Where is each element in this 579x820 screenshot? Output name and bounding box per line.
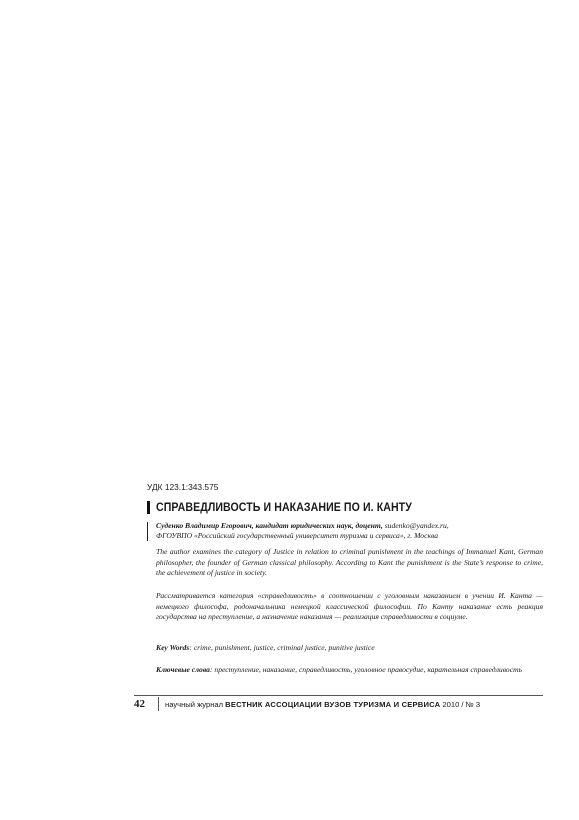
title-marker-bar xyxy=(147,501,150,514)
journal-prefix: научный журнал xyxy=(165,699,226,709)
author-affiliation: ФГОУВПО «Российский государственный университет туризма и сервиса», г. Москва xyxy=(156,531,439,540)
abstract-russian: Рассматривается категория «справедливость» в соотношении с уголовным наказанием в учении И. Канта — немецкого философа, родоначальника немецкой классической философии. По Канту наказание есть реакция государства на преступление, а назначение наказания — реализация справедливости в социуме. xyxy=(156,591,543,621)
page-number: 42 xyxy=(134,698,145,710)
article-title-block xyxy=(147,500,453,514)
journal-issue: 2010 / № 3 xyxy=(440,699,481,709)
abstract-english: The author examines the category of Justice in relation to criminal punishment in the teachings of Immanuel Kant, German philosopher, the founder of German classical philosophy. According to Kant the punishment is the State’s response to crime, the achievement of justice in society. xyxy=(156,547,543,577)
author-info xyxy=(156,521,449,541)
keywords-english-label: Key Words xyxy=(156,643,190,652)
author-block xyxy=(147,521,547,541)
journal-name: ВЕСТНИК АССОЦИАЦИИ ВУЗОВ ТУРИЗМА И СЕРВИСА xyxy=(225,699,441,709)
author-email: sudenko@yandex.ru, xyxy=(382,521,449,530)
page-footer xyxy=(134,697,543,711)
journal-line xyxy=(165,700,480,709)
author-marker-bar xyxy=(147,522,148,541)
footer-divider xyxy=(134,695,543,696)
keywords-russian xyxy=(156,665,543,676)
keywords-english xyxy=(156,643,543,654)
udc-code: УДК 123.1:343.575 xyxy=(147,482,219,492)
footer-separator xyxy=(158,697,159,711)
keywords-english-text: : crime, punishment, justice, criminal justice, punitive justice xyxy=(189,643,375,652)
keywords-russian-text: : преступление, наказание, справедливость, уголовное правосудие, карательная справедливость xyxy=(209,665,523,674)
author-name: Суденко Владимир Егорович, кандидат юридических наук, доцент, xyxy=(156,521,383,530)
keywords-russian-label: Ключевые слова xyxy=(156,665,210,674)
article-title: СПРАВЕДЛИВОСТЬ И НАКАЗАНИЕ ПО И. КАНТУ xyxy=(155,500,412,514)
